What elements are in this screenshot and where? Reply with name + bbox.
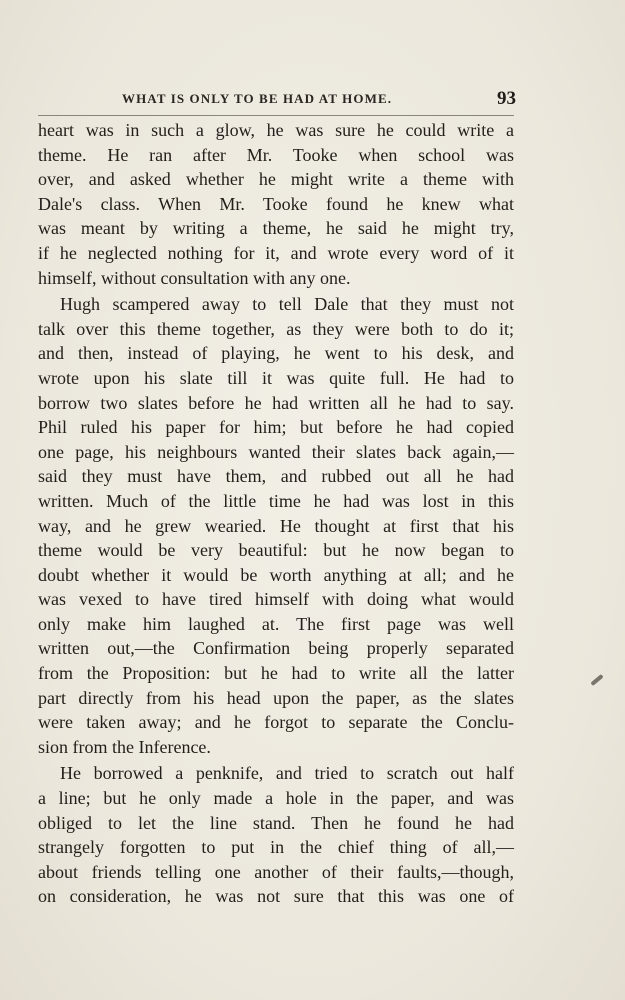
- text-line: theme. He ran after Mr. Tooke when school was: [38, 144, 514, 165]
- text-line: Phil ruled his paper for him; but before he had copied: [38, 417, 514, 438]
- text-line: wrote upon his slate till it was quite full. He had to: [38, 367, 514, 388]
- text-line: was vexed to have tired himself with doing what would: [38, 589, 514, 610]
- text-line: theme would be very beautiful: but he now began to: [38, 540, 514, 561]
- margin-mark: [590, 674, 603, 686]
- text-line: said they must have them, and rubbed out all he had: [38, 466, 514, 487]
- text-line: part directly from his head upon the paper, as the slates: [38, 687, 514, 708]
- text-line: way, and he grew wearied. He thought at first that his: [38, 515, 514, 536]
- running-head: WHAT IS ONLY TO BE HAD AT HOME.: [122, 91, 393, 106]
- text-line: strangely forgotten to put in the chief thing of all,—: [38, 837, 514, 858]
- text-line: was meant by writing a theme, he said he might try,: [38, 218, 514, 239]
- text-line: on consideration, he was not sure that this was one of: [38, 886, 514, 907]
- text-line: talk over this theme together, as they were both to do it;: [38, 318, 514, 339]
- text-line: Dale's class. When Mr. Tooke found he knew what: [38, 193, 514, 214]
- text-line: Hugh scampered away to tell Dale that they must not: [60, 294, 514, 315]
- text-line: written out,—the Confirmation being properly separated: [38, 638, 514, 659]
- paragraph: [38, 761, 514, 909]
- text-line: were taken away; and he forgot to separate the Conclu-: [38, 712, 514, 733]
- text-line: sion from the Inference.: [38, 736, 211, 757]
- page-header: [40, 88, 516, 112]
- text-line: doubt whether it would be worth anything at all; and he: [38, 564, 514, 585]
- text-line: a line; but he only made a hole in the paper, and was: [38, 788, 514, 809]
- text-line: He borrowed a penknife, and tried to scratch out half: [60, 763, 514, 784]
- text-line: if he neglected nothing for it, and wrote every word of it: [38, 242, 514, 263]
- text-line: about friends telling one another of their faults,—though,: [38, 861, 514, 882]
- paragraph: [38, 292, 514, 759]
- text-line: and then, instead of playing, he went to his desk, and: [38, 343, 514, 364]
- text-line: written. Much of the little time he had was lost in this: [38, 490, 514, 511]
- paragraph: [38, 118, 514, 290]
- page-number: 93: [497, 88, 516, 109]
- text-line: over, and asked whether he might write a theme with: [38, 169, 514, 190]
- text-line: himself, without consultation with any one.: [38, 267, 351, 288]
- text-line: only make him laughed at. The first page was well: [38, 613, 514, 634]
- text-line: obliged to let the line stand. Then he found he had: [38, 812, 514, 833]
- text-line: from the Proposition: but he had to write all the latter: [38, 663, 514, 684]
- text-line: one page, his neighbours wanted their slates back again,—: [38, 441, 514, 462]
- body-text: [38, 118, 514, 911]
- header-rule: [38, 115, 514, 116]
- text-line: heart was in such a glow, he was sure he could write a: [38, 120, 514, 140]
- text-line: borrow two slates before he had written all he had to say.: [38, 392, 514, 413]
